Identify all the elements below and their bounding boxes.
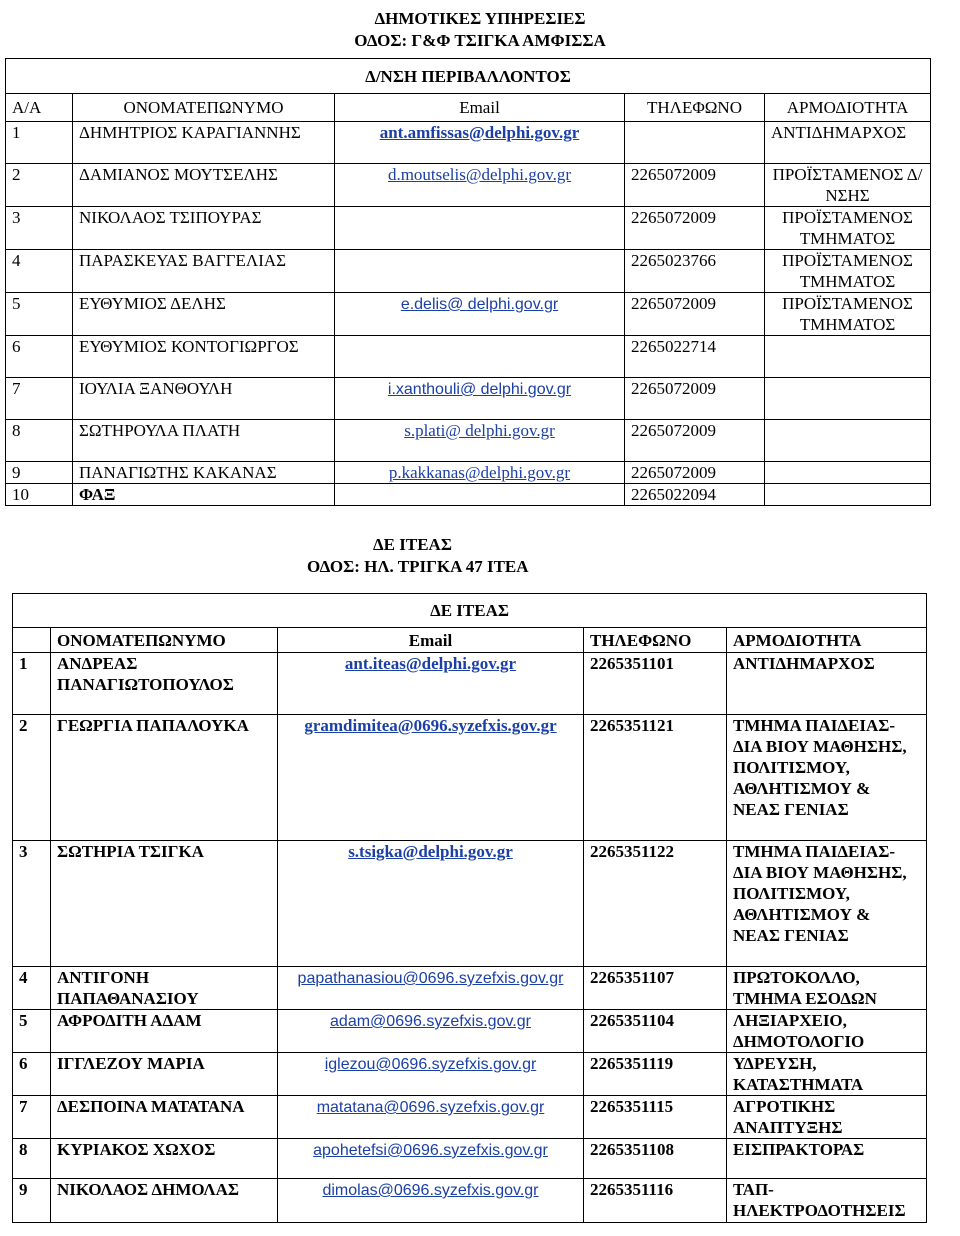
employee-name: ΚΥΡΙΑΚΟΣ ΧΩΧΟΣ [51,1139,278,1179]
email-link[interactable]: e.delis@ delphi.gov.gr [400,296,559,313]
email-link[interactable]: dimolas@0696.syzefxis.gov.gr [322,1182,539,1199]
email-link[interactable]: ant.amfissas@delphi.gov.gr [379,123,580,142]
phone-number: 2265072009 [625,462,765,484]
row-number: 9 [13,1179,51,1223]
role: ΠΡΟΪΣΤΑΜΕΝΟΣ ΤΜΗΜΑΤΟΣ [765,293,931,336]
employee-name: ΑΝΤΙΓΟΝΗ ΠΑΠΑΘΑΝΑΣΙΟΥ [51,967,278,1010]
table-row [6,164,931,207]
email-link[interactable]: p.kakkanas@delphi.gov.gr [388,463,571,482]
environment-directorate-table [5,58,931,506]
email-link[interactable]: s.plati@ delphi.gov.gr [404,421,555,440]
table-row [13,841,927,967]
role: ΠΡΟΪΣΤΑΜΕΝΟΣ ΤΜΗΜΑΤΟΣ [765,250,931,293]
employee-name: ΓΕΩΡΓΙΑ ΠΑΠΑΛΟΥΚΑ [51,715,278,841]
email-link[interactable]: papathanasiou@0696.syzefxis.gov.gr [297,970,564,987]
employee-name: ΑΝΔΡΕΑΣ ΠΑΝΑΓΙΩΤΟΠΟΥΛΟΣ [51,653,278,715]
row-number: 3 [6,207,73,250]
role [765,336,931,378]
phone-number [625,122,765,164]
column-header: ΤΗΛΕΦΩΝΟ [584,628,727,653]
phone-number: 2265072009 [625,164,765,207]
header-title: ΔΗΜΟΤΙΚΕΣ ΥΠΗΡΕΣΙΕΣ [374,9,586,28]
row-number: 2 [6,164,73,207]
table-row [6,378,931,420]
row-number: 1 [6,122,73,164]
email-link[interactable]: d.moutselis@delphi.gov.gr [387,165,572,184]
header-address: ΟΔΟΣ: Γ&Φ ΤΣΙΓΚΑ ΑΜΦΙΣΣΑ [354,31,606,50]
table-row [13,967,927,1010]
role: ΑΓΡΟΤΙΚΗΣ ΑΝΑΠΤΥΞΗΣ [727,1096,927,1139]
email-link[interactable]: gramdimitea@0696.syzefxis.gov.gr [304,716,557,735]
table-row [13,653,927,715]
table-row [6,420,931,462]
employee-name: ΣΩΤΗΡΟΥΛΑ ΠΛΑΤΗ [73,420,335,462]
phone-number: 2265022714 [625,336,765,378]
column-header: ΑΡΜΟΔΙΟΤΗΤΑ [765,94,931,122]
column-header: Email [278,628,584,653]
table-row [6,250,931,293]
employee-name: ΝΙΚΟΛΑΟΣ ΔΗΜΟΛΑΣ [51,1179,278,1223]
table-row [6,462,931,484]
role: ΤΜΗΜΑ ΠΑΙΔΕΙΑΣ-ΔΙΑ ΒΙΟΥ ΜΑΘΗΣΗΣ, ΠΟΛΙΤΙΣΜΟΥ, ΑΘΛΗΤΙΣΜΟΥ & ΝΕΑΣ ΓΕΝΙΑΣ [727,841,927,967]
table-title: Δ/ΝΣΗ ΠΕΡΙΒΑΛΛΟΝΤΟΣ [6,59,931,94]
table-row [13,1096,927,1139]
table-row [6,484,931,506]
column-header: ΤΗΛΕΦΩΝΟ [625,94,765,122]
role: ΠΡΟΪΣΤΑΜΕΝΟΣ ΤΜΗΜΑΤΟΣ [765,207,931,250]
role [765,462,931,484]
row-number: 5 [13,1010,51,1053]
row-number: 4 [13,967,51,1010]
column-header: Email [335,94,625,122]
section-header [0,534,960,578]
column-header: ΟΝΟΜΑΤΕΠΩΝΥΜΟ [51,628,278,653]
role: ΑΝΤΙΔΗΜΑΡΧΟΣ [765,122,931,164]
role: ΥΔΡΕΥΣΗ, ΚΑΤΑΣΤΗΜΑΤΑ [727,1053,927,1096]
row-number: 4 [6,250,73,293]
table-row [6,122,931,164]
section-address: ΟΔΟΣ: ΗΛ. ΤΡΙΓΚΑ 47 ΙΤΕΑ [307,557,529,576]
row-number: 6 [13,1053,51,1096]
employee-name: ΠΑΝΑΓΙΩΤΗΣ ΚΑΚΑΝΑΣ [73,462,335,484]
role: ΠΡΟΪΣΤΑΜΕΝΟΣ Δ/ΝΣΗΣ [765,164,931,207]
role [765,378,931,420]
email-link[interactable]: i.xanthouli@ delphi.gov.gr [387,381,572,398]
phone-number: 2265351122 [584,841,727,967]
phone-number: 2265351115 [584,1096,727,1139]
column-header [13,628,51,653]
employee-name: ΦΑΞ [73,484,335,506]
row-number: 1 [13,653,51,715]
phone-number: 2265072009 [625,378,765,420]
row-number: 10 [6,484,73,506]
role: ΛΗΞΙΑΡΧΕΙΟ, ΔΗΜΟΤΟΛΟΓΙΟ [727,1010,927,1053]
table-row [6,207,931,250]
email-link[interactable]: ant.iteas@delphi.gov.gr [344,654,517,673]
column-header: ΑΡΜΟΔΙΟΤΗΤΑ [727,628,927,653]
employee-name: ΠΑΡΑΣΚΕΥΑΣ ΒΑΓΓΕΛΙΑΣ [73,250,335,293]
role: ΤΑΠ-ΗΛΕΚΤΡΟΔΟΤΗΣΕΙΣ [727,1179,927,1223]
employee-name: ΣΩΤΗΡΙΑ ΤΣΙΓΚΑ [51,841,278,967]
table-row [13,1179,927,1223]
phone-number: 2265022094 [625,484,765,506]
row-number: 3 [13,841,51,967]
employee-name: ΔΗΜΗΤΡΙΟΣ ΚΑΡΑΓΙΑΝΝΗΣ [73,122,335,164]
email-link[interactable]: s.tsigka@delphi.gov.gr [348,842,513,861]
row-number: 9 [6,462,73,484]
row-number: 7 [6,378,73,420]
row-number: 2 [13,715,51,841]
phone-number: 2265072009 [625,420,765,462]
table-title: ΔΕ ΙΤΕΑΣ [13,594,927,628]
phone-number: 2265351104 [584,1010,727,1053]
table-row [6,336,931,378]
table-row [13,715,927,841]
phone-number: 2265072009 [625,293,765,336]
email-link[interactable]: matatana@0696.syzefxis.gov.gr [316,1099,545,1116]
row-number: 8 [6,420,73,462]
employee-name: ΔΑΜΙΑΝΟΣ ΜΟΥΤΣΕΛΗΣ [73,164,335,207]
employee-name: ΑΦΡΟΔΙΤΗ ΑΔΑΜ [51,1010,278,1053]
employee-name: ΕΥΘΥΜΙΟΣ ΚΟΝΤΟΓΙΩΡΓΟΣ [73,336,335,378]
column-header: ΟΝΟΜΑΤΕΠΩΝΥΜΟ [73,94,335,122]
employee-name: ΕΥΘΥΜΙΟΣ ΔΕΛΗΣ [73,293,335,336]
employee-name: ΙΟΥΛΙΑ ΞΑΝΘΟΥΛΗ [73,378,335,420]
employee-name: ΙΓΓΛΕΖΟΥ ΜΑΡΙΑ [51,1053,278,1096]
phone-number: 2265072009 [625,207,765,250]
itea-unit-table [12,593,927,1223]
role: ΑΝΤΙΔΗΜΑΡΧΟΣ [727,653,927,715]
row-number: 6 [6,336,73,378]
employee-name: ΔΕΣΠΟΙΝΑ ΜΑΤΑΤΑΝΑ [51,1096,278,1139]
row-number: 7 [13,1096,51,1139]
section-title: ΔΕ ΙΤΕΑΣ [373,535,452,554]
table-row [13,1010,927,1053]
employee-name: ΝΙΚΟΛΑΟΣ ΤΣΙΠΟΥΡΑΣ [73,207,335,250]
row-number: 8 [13,1139,51,1179]
phone-number: 2265351121 [584,715,727,841]
page-header [0,8,960,52]
phone-number: 2265351108 [584,1139,727,1179]
email-link[interactable]: apohetefsi@0696.syzefxis.gov.gr [313,1142,548,1159]
table-row [13,1139,927,1179]
table-row [13,1053,927,1096]
email-link[interactable]: adam@0696.syzefxis.gov.gr [330,1013,531,1030]
column-header: Α/Α [6,94,73,122]
email-link[interactable]: iglezou@0696.syzefxis.gov.gr [324,1056,537,1073]
table-row [6,293,931,336]
role [765,484,931,506]
phone-number: 2265351119 [584,1053,727,1096]
phone-number: 2265351107 [584,967,727,1010]
row-number: 5 [6,293,73,336]
role [765,420,931,462]
phone-number: 2265023766 [625,250,765,293]
role: ΠΡΩΤΟΚΟΛΛΟ, ΤΜΗΜΑ ΕΣΟΔΩΝ [727,967,927,1010]
phone-number: 2265351116 [584,1179,727,1223]
role: ΕΙΣΠΡΑΚΤΟΡΑΣ [727,1139,927,1179]
role: ΤΜΗΜΑ ΠΑΙΔΕΙΑΣ-ΔΙΑ ΒΙΟΥ ΜΑΘΗΣΗΣ, ΠΟΛΙΤΙΣΜΟΥ, ΑΘΛΗΤΙΣΜΟΥ & ΝΕΑΣ ΓΕΝΙΑΣ [727,715,927,841]
phone-number: 2265351101 [584,653,727,715]
